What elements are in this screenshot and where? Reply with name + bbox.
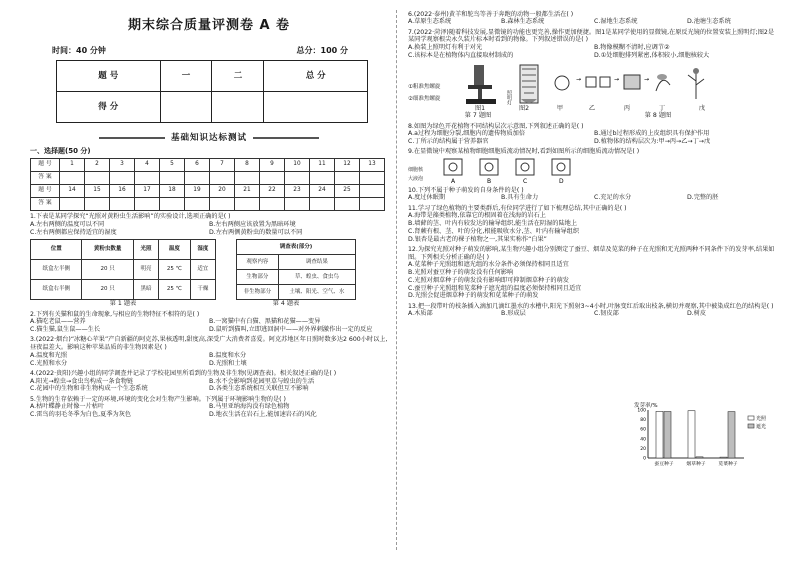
answer-cell[interactable] (110, 171, 135, 184)
table-header-cell: 观察内容 (237, 255, 279, 270)
option-list (408, 18, 780, 26)
answer-option[interactable]: A.左右两侧的温度可以不同 (30, 220, 105, 228)
answer-option[interactable]: B.墙藓的茎、叶内有较发达的输导组织,能生活在阴湿的陆地上 (408, 220, 578, 227)
answer-option[interactable]: C.花园中的生物和非生物构成一个生态系统 (30, 385, 148, 393)
table-cell: 非生物部分 (237, 285, 279, 300)
table-row (31, 260, 216, 280)
question-number-cell: 12 (335, 158, 360, 171)
table-cell: 适宜 (190, 260, 215, 280)
answer-option[interactable]: D.左右两侧黄粉虫的数量可以不同 (209, 228, 303, 236)
option-list (408, 130, 780, 146)
answer-cell[interactable] (335, 197, 360, 210)
fig9-label: 大液泡 (408, 176, 424, 182)
answer-option[interactable]: C.光照和水分 (30, 359, 68, 367)
answer-option[interactable]: A.草原生态系统 (408, 18, 452, 26)
question-number-cell: 6 (185, 158, 210, 171)
answer-option[interactable]: C.雷鸟的羽毛冬季为白色,夏季为灰色 (30, 411, 132, 419)
answer-option[interactable]: A.猫吃老鼠——营养 (30, 318, 86, 326)
answer-cell[interactable] (135, 171, 160, 184)
answer-option[interactable]: B.马里亚纳海沟没有绿色植物 (209, 403, 290, 411)
question-number-cell: 17 (135, 184, 160, 197)
question (30, 370, 388, 393)
answer-option[interactable]: B.温度和水分 (209, 351, 247, 359)
question (408, 29, 780, 60)
table-header-cell: 湿度 (190, 240, 215, 260)
table-header-cell: 温度 (159, 240, 191, 260)
fig9-option-label: A (451, 178, 456, 184)
fig8-label: 丁 (658, 104, 666, 112)
heading-rule (253, 137, 319, 139)
answer-grid-row (31, 158, 385, 171)
answer-option[interactable]: C.湿地生态系统 (594, 18, 638, 26)
question (408, 148, 780, 156)
exam-meta (30, 46, 388, 56)
bar-遮光 (728, 412, 735, 458)
right-questions-c (408, 187, 780, 319)
answer-cell[interactable] (335, 171, 360, 184)
answer-option[interactable]: D.池塘生态系统 (687, 18, 731, 26)
question (408, 246, 780, 300)
question-stem: 4.(2022·贵阳)兴趣小组的同学调查并记录了学校花园里所看到的生物及非生物(见调查表)。相关叙述正确的是( ) (30, 369, 337, 377)
legend-label: 遮光 (756, 424, 767, 430)
y-tick-label: 100 (637, 408, 646, 414)
answer-option[interactable]: D.树皮 (687, 310, 707, 318)
question-stem: 5.生物的生存依赖于一定的环境,环境的变化会对生物产生影响。下列属于环境影响生物的是( ) (30, 395, 286, 403)
question-stem: 9.在显微镜中观察某植物细胞细胞质流动情况时,看到如图所示的细胞质流动情况是( ) (408, 148, 640, 156)
table-cell: 纸盒左半侧 (31, 260, 82, 280)
answer-option[interactable]: C.该标本是在植物体内直接取材制成的 (408, 51, 514, 59)
fig8-caption: 第 8 题图 (644, 112, 672, 120)
answer-cell[interactable] (110, 197, 135, 210)
table-title-row (237, 240, 356, 255)
question-stem: 2.下列有关猫和鼠的生命现象,与相应的生物特征不相符的是( ) (30, 310, 200, 318)
score-blank-cell[interactable] (160, 92, 212, 123)
exam-title: 期末综合质量评测卷 A 卷 (127, 18, 291, 33)
question (30, 396, 388, 419)
answer-option[interactable]: D.完整的胚 (687, 194, 719, 202)
score-header-cell: 二 (212, 61, 264, 92)
answer-option[interactable]: B.具有生命力 (501, 194, 539, 202)
table-cell: 20 只 (82, 280, 133, 300)
column-divider (396, 10, 397, 550)
tables-row (30, 239, 388, 300)
figure-9 (408, 158, 780, 184)
fig9-option-label: D (559, 178, 564, 184)
bar-遮光 (664, 412, 671, 458)
fig9-key (408, 166, 438, 184)
answer-cell[interactable] (210, 171, 235, 184)
question-number-cell: 9 (260, 158, 285, 171)
table-title: 调查表(部分) (237, 240, 356, 255)
germination-chart (632, 400, 772, 472)
answer-option[interactable]: D.各类生态系统相互关联但互不影响 (209, 385, 309, 393)
svg-text:→: → (576, 75, 582, 83)
answer-option[interactable]: B.形成层 (501, 310, 526, 318)
answer-cell[interactable] (285, 171, 310, 184)
plant-levels-image (548, 63, 720, 105)
answer-option[interactable]: B.一窝猫中有白猫、黑猫和花猫——变异 (209, 318, 321, 326)
fig7-label: ②细准焦螺旋 (408, 95, 441, 102)
table-row (237, 285, 356, 300)
score-header-cell: 题 号 (57, 61, 161, 92)
score-blank-cell[interactable] (212, 92, 264, 123)
choice-heading: 一、选择题(50 分) (30, 146, 91, 155)
answer-cell[interactable] (235, 197, 260, 210)
question-number-cell: 10 (285, 158, 310, 171)
fig7-labels (408, 81, 460, 105)
question (30, 336, 388, 367)
fig-captions (408, 112, 780, 120)
fig7-part: 图2 (518, 104, 530, 112)
fig8-label: 乙 (588, 104, 596, 112)
table-cell: 25 ℃ (159, 280, 191, 300)
question-number-cell: 15 (85, 184, 110, 197)
answer-cell[interactable] (160, 197, 185, 210)
table-cell: 干燥 (190, 280, 215, 300)
bar-光照 (688, 411, 695, 458)
question-number-cell: 1 (60, 158, 85, 171)
question-number-cell (360, 184, 385, 197)
option-list (30, 403, 388, 419)
answer-option[interactable]: A.枯叶蝶静止时像一片枯叶 (30, 403, 105, 411)
fig9-cell (444, 159, 462, 184)
answer-cell[interactable] (85, 171, 110, 184)
score-label-cell: 得 分 (57, 92, 161, 123)
question-number-cell: 22 (260, 184, 285, 197)
answer-option[interactable]: C.肾蕨有根、茎、叶的分化,根能吸收水分,茎、叶内有输导组织 (408, 227, 580, 235)
question (408, 303, 780, 319)
fig9-label: 细胞核 (408, 167, 424, 173)
answer-option[interactable]: B.光照对蚕豆种子的萌发没有任何影响 (408, 269, 514, 276)
left-questions (30, 213, 388, 419)
fig9-cell (516, 159, 534, 184)
answer-option[interactable]: C.丁所示的结构属于营养器官 (408, 138, 489, 145)
answer-option[interactable]: A.阳光→蝗虫→食虫鸟构成一条食物链 (30, 377, 134, 385)
y-tick-label: 40 (640, 437, 646, 443)
table-header-cell: 位置 (31, 240, 82, 260)
answer-option[interactable]: C.韧皮部 (594, 310, 619, 318)
answer-option[interactable]: A.海带是藻类植物,依靠它的根固着在浅海的岩石上 (408, 212, 546, 220)
answer-option[interactable]: A.度过休眠期 (408, 194, 446, 202)
answer-cell[interactable] (160, 171, 185, 184)
option-list (30, 378, 388, 394)
fig9-cell (480, 159, 498, 184)
answer-grid-label: 答 案 (31, 197, 60, 210)
question-number-cell: 13 (360, 158, 385, 171)
answer-cell[interactable] (260, 197, 285, 210)
section-title: 基础知识达标测试 (170, 133, 247, 144)
answer-option[interactable]: B.水不会影响到花园里草与蝗虫的生活 (209, 377, 315, 385)
svg-text:→: → (644, 75, 650, 83)
table-cell: 黑暗 (133, 280, 158, 300)
answer-option[interactable]: D.地衣生活在岩石上,能加速岩石的风化 (209, 411, 317, 419)
answer-cell[interactable] (285, 197, 310, 210)
answer-grid-label: 答 案 (31, 171, 60, 184)
table-header-cell: 黄粉虫数量 (82, 240, 133, 260)
table-header-cell: 调查结果 (278, 255, 355, 270)
answer-grid-label: 题 号 (31, 184, 60, 197)
table-caption: 第 4 题表 (272, 300, 300, 308)
option-list (30, 318, 388, 334)
answer-option[interactable]: A.温度和光照 (30, 351, 68, 359)
question-stem: 1.下表是某同学探究“光照对黄粉虫生活影响”的实验设计,选项正确的是( ) (30, 213, 231, 221)
answer-cell[interactable] (135, 197, 160, 210)
table-cell: 土壤、阳光、空气、水 (278, 285, 355, 300)
question-stem: 8.如图为绿色开花植物不同结构层次示意图,下列叙述正确的是( ) (408, 122, 584, 130)
question-stem: 7.(2022·菏泽)随着科技发展,显微镜的功能也更完善,操作更加便捷。图1是某同学使用的显微镜,在原反光镜的位置安装上照明灯;图2是某同学观察根尖永久装片标本时看到的物像。下列叙述错误的是( ) (408, 28, 775, 44)
fig8-label: 丙 (623, 104, 631, 112)
answer-option[interactable]: A.换装上照明灯有利于对光 (408, 44, 483, 51)
answer-cell[interactable] (360, 197, 385, 210)
score-header-cell: 一 (160, 61, 212, 92)
answer-option[interactable]: C.蚕豆种子光照组和苋菜种子遮光组的温度必须保持相同且适宜 (408, 284, 582, 292)
option-list (408, 212, 780, 243)
fig8-label: 戊 (698, 104, 706, 112)
fig7-part: 图1 (474, 104, 486, 112)
answer-cell[interactable] (85, 197, 110, 210)
answer-cell[interactable] (210, 197, 235, 210)
question-stem: 6.(2022·泰州)黄羊和鸵鸟等善于奔跑的动物一般都生活在( ) (408, 10, 574, 18)
answer-option[interactable]: A.苋菜种子光照组和遮光组的水分条件必须保持相同且适宜 (408, 261, 569, 269)
y-tick-label: 20 (640, 446, 646, 452)
chart-title: 发芽率/% (634, 403, 658, 409)
answer-grid (30, 158, 385, 211)
answer-option[interactable]: B.左右两侧应该放置为黑暗环境 (209, 220, 296, 228)
option-list (30, 352, 388, 368)
question-stem: 3.(2022·烟台)“冰糖心苹果”产自新疆的阿克苏,果核透明,甜度高,深受广大消费者喜爱。阿克苏地区年日照时数多达2 600小时以上,昼夜温差大。影响这种苹果品质的非生物因素是( ) (30, 336, 388, 352)
y-tick-label: 0 (643, 456, 646, 462)
answer-grid-row (31, 197, 385, 210)
answer-option[interactable]: D.植物体的结构层次为:甲→丙→乙→丁→戊 (594, 138, 711, 145)
fig7-label: 照明灯 (506, 89, 512, 105)
question (408, 123, 780, 146)
question-number-cell: 19 (185, 184, 210, 197)
table-caption: 第 1 题表 (109, 300, 137, 308)
answer-cell[interactable] (185, 197, 210, 210)
table-cell: 纸盒右半侧 (31, 280, 82, 300)
question-number-cell: 24 (310, 184, 335, 197)
question-number-cell: 5 (160, 158, 185, 171)
option-list (408, 310, 780, 318)
answer-option[interactable]: D.光照会促进烟草种子的萌发和苋菜种子的萌发 (408, 292, 539, 300)
fig8-label: 甲 (556, 104, 564, 112)
question-stem: 10.下列不属于种子萌发的自身条件的是( ) (408, 186, 524, 194)
table-cell: 生物部分 (237, 270, 279, 285)
table-q1 (30, 239, 216, 300)
answer-option[interactable]: C.猫生猫,鼠生鼠——生长 (30, 326, 101, 334)
figure-7-8 (408, 63, 780, 105)
fig7-label: ①粗准焦螺旋 (408, 83, 441, 90)
question-number-cell: 2 (85, 158, 110, 171)
answer-cell[interactable] (260, 171, 285, 184)
answer-cell[interactable] (310, 197, 335, 210)
answer-option[interactable]: A.木质部 (408, 310, 433, 318)
legend-label: 光照 (756, 416, 767, 422)
answer-grid-label: 题 号 (31, 158, 60, 171)
question-stem: 11.学习了绿色植物的主要类群后,有位同学进行了如下梳理总结,其中正确的是( ) (408, 204, 627, 212)
answer-option[interactable]: D.银杏是最古老的裸子植物之一,其果实称作“白果” (408, 235, 547, 243)
question-number-cell: 3 (110, 158, 135, 171)
question-stem: 13.把一段带叶的枝条插入滴加几滴红墨水的水槽中,阳光下照射3~4小时,叶脉变红后取出枝条,横切并观察,其中被染成红色的结构是( ) (408, 302, 774, 310)
answer-grid-row (31, 171, 385, 184)
bar-光照 (656, 411, 663, 458)
question-number-cell: 11 (310, 158, 335, 171)
question-number-cell: 20 (210, 184, 235, 197)
question-number-cell: 23 (285, 184, 310, 197)
answer-option[interactable]: D.①处细胞排列紧密,体积较小,细胞核较大 (594, 51, 710, 59)
table-cell: 25 ℃ (159, 260, 191, 280)
answer-cell[interactable] (360, 171, 385, 184)
fig9-cell (552, 159, 570, 184)
answer-option[interactable]: D.光照和土壤 (209, 359, 247, 367)
question-number-cell: 7 (210, 158, 235, 171)
answer-option[interactable]: B.物像模糊不清时,应调节② (594, 44, 670, 51)
legend-swatch (748, 424, 754, 428)
question-number-cell: 21 (235, 184, 260, 197)
right-questions-a (408, 11, 780, 60)
table-q4 (236, 239, 356, 300)
table-row (31, 280, 216, 300)
fig9-option-label: C (523, 178, 528, 184)
answer-cell[interactable] (235, 171, 260, 184)
answer-grid-row (31, 184, 385, 197)
answer-option[interactable]: C.左右两侧都应保持适宜的湿度 (30, 228, 117, 236)
question-number-cell: 4 (135, 158, 160, 171)
score-header-cell: 总 分 (264, 61, 368, 92)
answer-cell[interactable] (60, 197, 85, 210)
table-header-cell: 光照 (133, 240, 158, 260)
question-number-cell: 16 (110, 184, 135, 197)
score-table (56, 60, 368, 123)
bar-遮光 (696, 457, 703, 458)
question (408, 205, 780, 244)
table-cell: 明亮 (133, 260, 158, 280)
table-header-row (237, 255, 356, 270)
left-column (30, 10, 388, 419)
root-tip-image (512, 63, 548, 105)
answer-cell[interactable] (310, 171, 335, 184)
option-list (30, 221, 388, 237)
fig7-8-captions (408, 105, 780, 113)
table-header-row (31, 240, 216, 260)
answer-option[interactable]: C.充足的水分 (594, 194, 632, 202)
answer-option[interactable]: B.森林生态系统 (501, 18, 545, 26)
x-tick-label: 蚕豆种子 (654, 462, 674, 467)
table-captions (30, 300, 388, 308)
question-number-cell: 18 (160, 184, 185, 197)
question (408, 187, 780, 203)
heading-rule (99, 137, 165, 139)
right-column (408, 8, 780, 467)
table-cell: 草、蝗虫、食虫鸟 (278, 270, 355, 285)
time-limit: 时间：40 分钟 (52, 46, 106, 56)
x-tick-label: 苋菜种子 (718, 462, 738, 467)
answer-cell[interactable] (185, 171, 210, 184)
answer-option[interactable]: C.光照对烟草种子的萌发没有影响即可抑制烟草种子的萌发 (408, 276, 569, 284)
svg-text:→: → (614, 75, 620, 83)
answer-option[interactable]: D.鼠听到猫叫,立即逃回洞中——对外界刺激作出一定的反应 (209, 326, 373, 334)
option-list (408, 194, 780, 202)
bar-光照 (720, 457, 727, 458)
y-tick-label: 60 (640, 427, 646, 433)
table-row (237, 270, 356, 285)
question (30, 213, 388, 236)
question-number-cell: 25 (335, 184, 360, 197)
question (408, 11, 780, 27)
total-score: 总分：100 分 (296, 46, 348, 56)
section-heading (30, 133, 388, 144)
y-tick-label: 80 (640, 418, 646, 424)
answer-cell[interactable] (60, 171, 85, 184)
question-number-cell: 8 (235, 158, 260, 171)
legend-swatch (748, 416, 754, 420)
answer-option[interactable]: B.通过b过程形成的上皮组织具有保护作用 (594, 130, 710, 138)
cell-flow-diagram (438, 158, 588, 184)
microscope-image (460, 63, 500, 105)
question-number-cell: 14 (60, 184, 85, 197)
option-list (408, 261, 623, 300)
x-tick-label: 烟草种子 (686, 462, 706, 467)
right-questions-b (408, 123, 780, 157)
answer-option[interactable]: A.a过程为细胞分裂,细胞内的遗传物质加倍 (408, 130, 526, 138)
table-cell: 20 只 (82, 260, 133, 280)
fig7-caption: 第 7 题图 (464, 112, 492, 120)
option-list (408, 44, 780, 60)
score-blank-cell[interactable] (264, 92, 368, 123)
fig9-option-label: B (487, 178, 492, 184)
question (30, 311, 388, 334)
question-stem: 12.为探究光照对种子萌发的影响,某生物兴趣小组分别测定了蚕豆、烟草及苋菜的种子在光照和无光照两种不同条件下的发芽率,结果如图。下列相关分析正确的是( ) (408, 245, 775, 261)
